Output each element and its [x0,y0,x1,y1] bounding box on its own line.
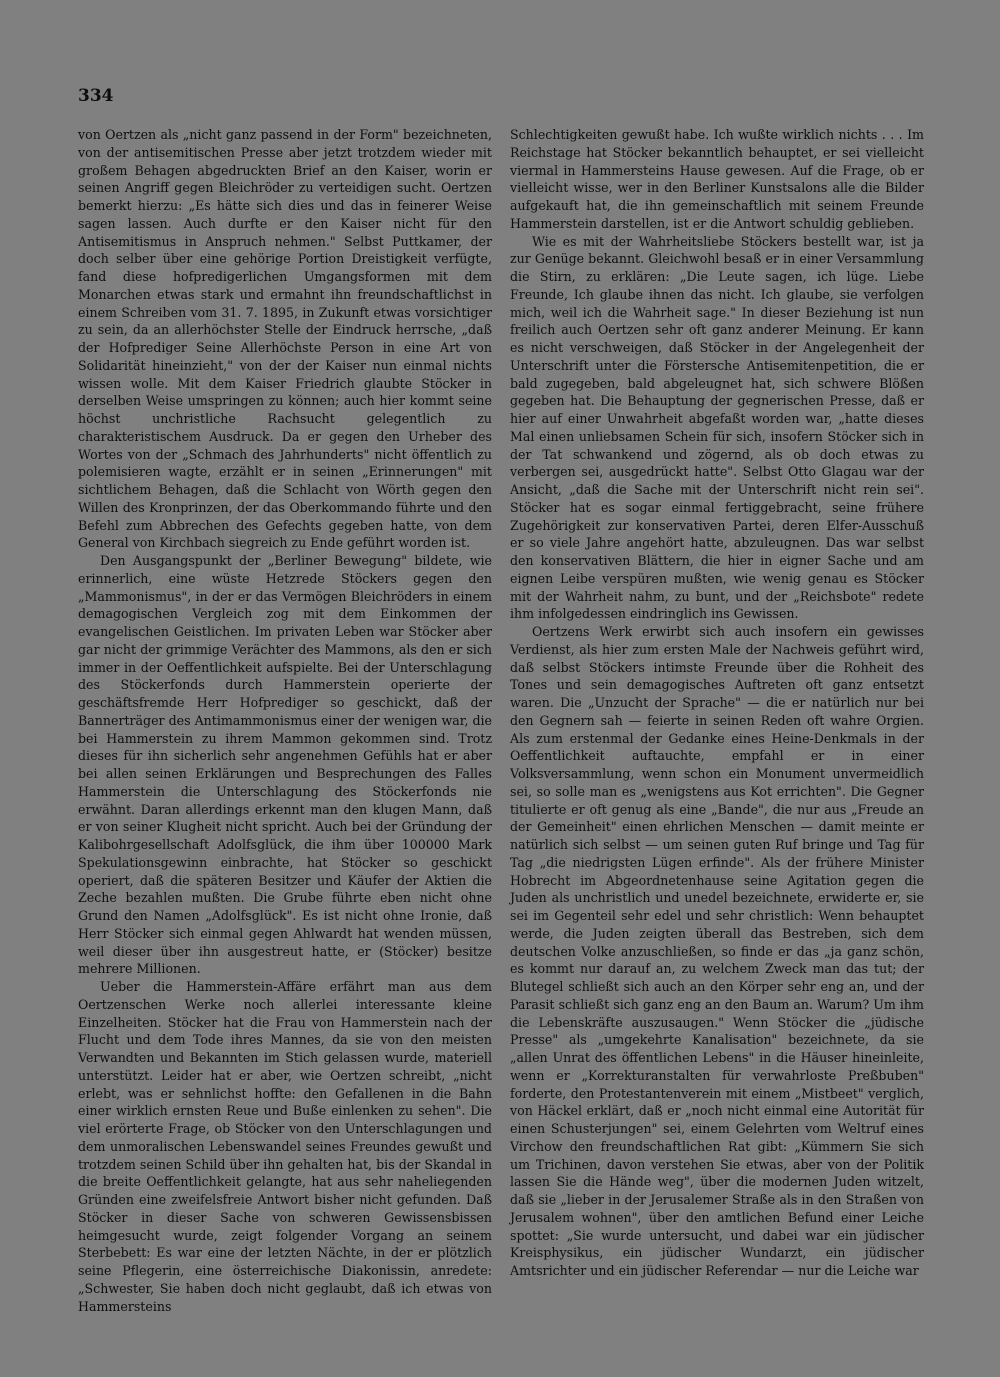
paragraph: Schlechtigkeiten gewußt habe. Ich wußte wirklich nichts . . . Im Reichstage hat Stöcker bekanntlich behauptet, er sei vielleicht viermal in Hammersteins Hause gewesen. Auf die Frage, ob er vielleicht wisse, wer in den Berliner Kunstsalons alle die Bilder aufgekauft hat, die ihn gemeinschaftlich mit seinem Freunde Hammerstein darstellen, ist er die Antwort schuldig geblieben. [510,127,924,231]
paragraph: Oertzens Werk erwirbt sich auch insofern ein gewisses Verdienst, als hier zum ersten Male der Nachweis geführt wird, daß selbst Stöckers intimste Freunde über die Rohheit des Tones und sein demagogisches Auftreten oft ganz entsetzt waren. Die „Unzucht der Sprache" — die er natürlich nur bei den Gegnern sah — feierte in seinen Reden oft wahre Orgien. Als zum erstenmal der Gedanke eines Heine-Denkmals in der Oeffentlichkeit auftauchte, empfahl er in einer Volksversammlung, wenn schon ein Monument unvermeidlich sei, so solle man es „wenigstens aus Kot errichten". Die Gegner titulierte er oft genug als eine „Bande", die nur aus „Freude an der Gemeinheit" einen ehrlichen Menschen — damit meinte er natürlich sich selbst — um seinen guten Ruf bringe und Tag für Tag „die niedrigsten Lügen erfinde". Als der frühere Minister Hobrecht im Abgeordnetenhause seine Agitation gegen die Juden als unchristlich und unedel bezeichnete, erwiderte er, sie sei im Gegenteil sehr edel und sehr christlich: Wenn behauptet werde, die Juden zeigten überall das Bestreben, sich dem deutschen Volke anzuschließen, so finde er das „ja ganz schön, es kommt nur darauf an, zu welchem Zweck man das tut; der Blutegel schließt sich auch an den Körper sehr eng an, und der Parasit schließt sich ganz eng an den Baum an. Warum? Um ihm die Lebenskräfte auszusaugen." Wenn Stöcker die „jüdische Presse" als „umgekehrte Kanalisation" bezeichnete, da sie „allen Unrat des öffentlichen Lebens" in die Häuser hineinleite, wenn er „Korrekturanstalten für verwahrloste Preßbuben" forderte, den Protestantenverein mit einem „Mistbeet" verglich, von Häckel erklärt, daß er „noch nicht einmal eine Autorität für einen Schusterjungen" sei, einem Gelehrten vom Weltruf eines Virchow den freundschaftlichen Rat gibt: „Kümmern Sie sich um Trichinen, davon verstehen Sie etwas, aber von der Politik lassen Sie die Hände weg", über die modernen Juden witzelt, daß sie „lieber in der Jerusalemer Straße als in den Straßen von Jerusalem wohnen", über den amtlichen Befund einer Leiche spottet: „Sie wurde untersucht, und dabei war ein jüdischer Kreisphysikus, ein jüdischer Wundarzt, ein jüdischer Amtsrichter und ein jüdischer Referendar — nur die Leiche war [510,624,924,1278]
paragraph: Den Ausgangspunkt der „Berliner Bewegung" bildete, wie erinnerlich, eine wüste Hetzrede Stöckers gegen den „Mammonismus", in der er das Vermögen Bleichröders in einem demagogischen Vergleich zog mit dem Einkommen der evangelischen Geistlichen. Im privaten Leben war Stöcker aber gar nicht der grimmige Verächter des Mammons, als den er sich immer in der Oeffentlichkeit aufspielte. Bei der Unterschlagung des Stöckerfonds durch Hammerstein operierte der geschäftsfremde Herr Hofprediger so geschickt, daß der Bannerträger des Antimammonismus einer der wenigen war, die bei Hammerstein zu ihrem Mammon gekommen sind. Trotz dieses für ihn sicherlich sehr angenehmen Gefühls hat er aber bei allen seinen Erklärungen und Besprechungen des Falles Hammerstein die Unterschlagung des Stöckerfonds nie erwähnt. Daran allerdings erkennt man den klugen Mann, daß er von seiner Klugheit nicht spricht. Auch bei der Gründung der Kalibohrgesellschaft Adolfsglück, die ihm über 100000 Mark Spekulationsgewinn einbrachte, hat Stöcker so geschickt operiert, daß die späteren Besitzer und Käufer der Aktien die Zeche bezahlen mußten. Die Grube führte eben nicht ohne Grund den Namen „Adolfsglück". Es ist nicht ohne Ironie, daß Herr Stöcker sich einmal gegen Ahlwardt hat wenden müssen, weil dieser über ihn ausgestreut hatte, er (Stöcker) besitze mehrere Millionen. [78,553,492,977]
page-number: 334 [78,86,114,106]
left-column [78,126,492,1315]
paragraph: Ueber die Hammerstein-Affäre erfährt man aus dem Oertzenschen Werke noch allerlei interessante kleine Einzelheiten. Stöcker hat die Frau von Hammerstein nach der Flucht und dem Tode ihres Mannes, da sie von den meisten Verwandten und Bekannten im Stich gelassen wurde, materiell unterstützt. Leider hat er aber, wie Oertzen schreibt, „nicht erlebt, was er sehnlichst hoffte: den Gefallenen in die Bahn einer wirklich ernsten Reue und Buße einlenken zu sehen". Die viel erörterte Frage, ob Stöcker von den Unterschlagungen und dem unmoralischen Lebenswandel seines Freundes gewußt und trotzdem seinen Schild über ihn gehalten hat, bis der Skandal in die breite Oeffentlichkeit gelangte, hat aus sehr naheliegenden Gründen eine zweifelsfreie Antwort bisher nicht gefunden. Daß Stöcker in dieser Sache von schweren Gewissensbissen heimgesucht wurde, zeigt folgender Vorgang an seinem Sterbebett: Es war eine der letzten Nächte, in der er plötzlich seine Pflegerin, eine österreichische Diakonissin, anredete: „Schwester, Sie haben doch nicht geglaubt, daß ich etwas von Hammersteins [78,979,492,1314]
paragraph: von Oertzen als „nicht ganz passend in der Form" bezeichneten, von der antisemitischen Presse aber jetzt trotzdem wieder mit großem Behagen abgedruckten Brief an den Kaiser, worin er seinen Angriff gegen Bleichröder zu verteidigen sucht. Oertzen bemerkt hierzu: „Es hätte sich dies und das in feinerer Weise sagen lassen. Auch durfte er den Kaiser nicht für den Antisemitismus in Anspruch nehmen." Selbst Puttkamer, der doch selber über eine gehörige Portion Dreistigkeit verfügte, fand diese hofpredigerlichen Umgangsformen mit dem Monarchen etwas stark und ermahnt ihn freundschaftlichst in einem Schreiben vom 31. 7. 1895, in Zukunft etwas vorsichtiger zu sein, da an allerhöchster Stelle der Eindruck herrsche, „daß der Hofprediger Seine Allerhöchste Person in eine Art von Solidarität hineinzieht," von der der Kaiser nun einmal nichts wissen wolle. Mit dem Kaiser Friedrich glaubte Stöcker in derselben Weise umspringen zu können; auch hier kommt seine höchst unchristliche Rachsucht gelegentlich zu charakteristischem Ausdruck. Da er gegen den Urheber des Wortes von der „Schmach des Jahrhunderts" nicht öffentlich zu polemisieren wagte, erzählt er in seinen „Erinnerungen" mit sichtlichem Behagen, daß die Schlacht von Wörth gegen den Willen des Kronprinzen, der das Oberkommando führte und den Befehl zum Abbrechen des Gefechts gegeben hatte, von dem General von Kirchbach siegreich zu Ende geführt worden ist. [78,127,492,551]
right-column [510,126,924,1280]
paragraph: Wie es mit der Wahrheitsliebe Stöckers bestellt war, ist ja zur Genüge bekannt. Gleichwohl besaß er in einer Versammlung die Stirn, zu erklären: „Die Leute sagen, ich lüge. Liebe Freunde, Ich glaube ihnen das nicht. Ich glaube, sie verfolgen mich, weil ich die Wahrheit sage." In dieser Beziehung ist nun freilich auch Oertzen sehr oft ganz anderer Meinung. Er kann es nicht verschweigen, daß Stöcker in der Angelegenheit der Unterschrift unter die Förstersche Antisemitenpetition, die er bald zugegeben, bald abgeleugnet hat, sich schwere Blößen gegeben hat. Die Behauptung der gegnerischen Presse, daß er hier auf einer Unwahrheit abgefaßt worden war, „hatte dieses Mal einen unliebsamen Schein für sich, insofern Stöcker sich in der Tat schwankend und zögernd, als ob doch etwas zu verbergen sei, ausgedrückt hatte". Selbst Otto Glagau war der Ansicht, „daß die Sache mit der Unterschrift nicht rein sei". Stöcker hat es sogar einmal fertiggebracht, seine frühere Zugehörigkeit zur konservativen Partei, deren Elfer-Ausschuß er so viele Jahre angehört hatte, abzuleugnen. Das war selbst den konservativen Blättern, die hier in eigner Sache und am eignen Leibe verspüren mußten, wie wenig genau es Stöcker mit der Wahrheit nahm, zu bunt, und der „Reichsbote" redete ihm infolgedessen eindringlich ins Gewissen. [510,233,924,622]
